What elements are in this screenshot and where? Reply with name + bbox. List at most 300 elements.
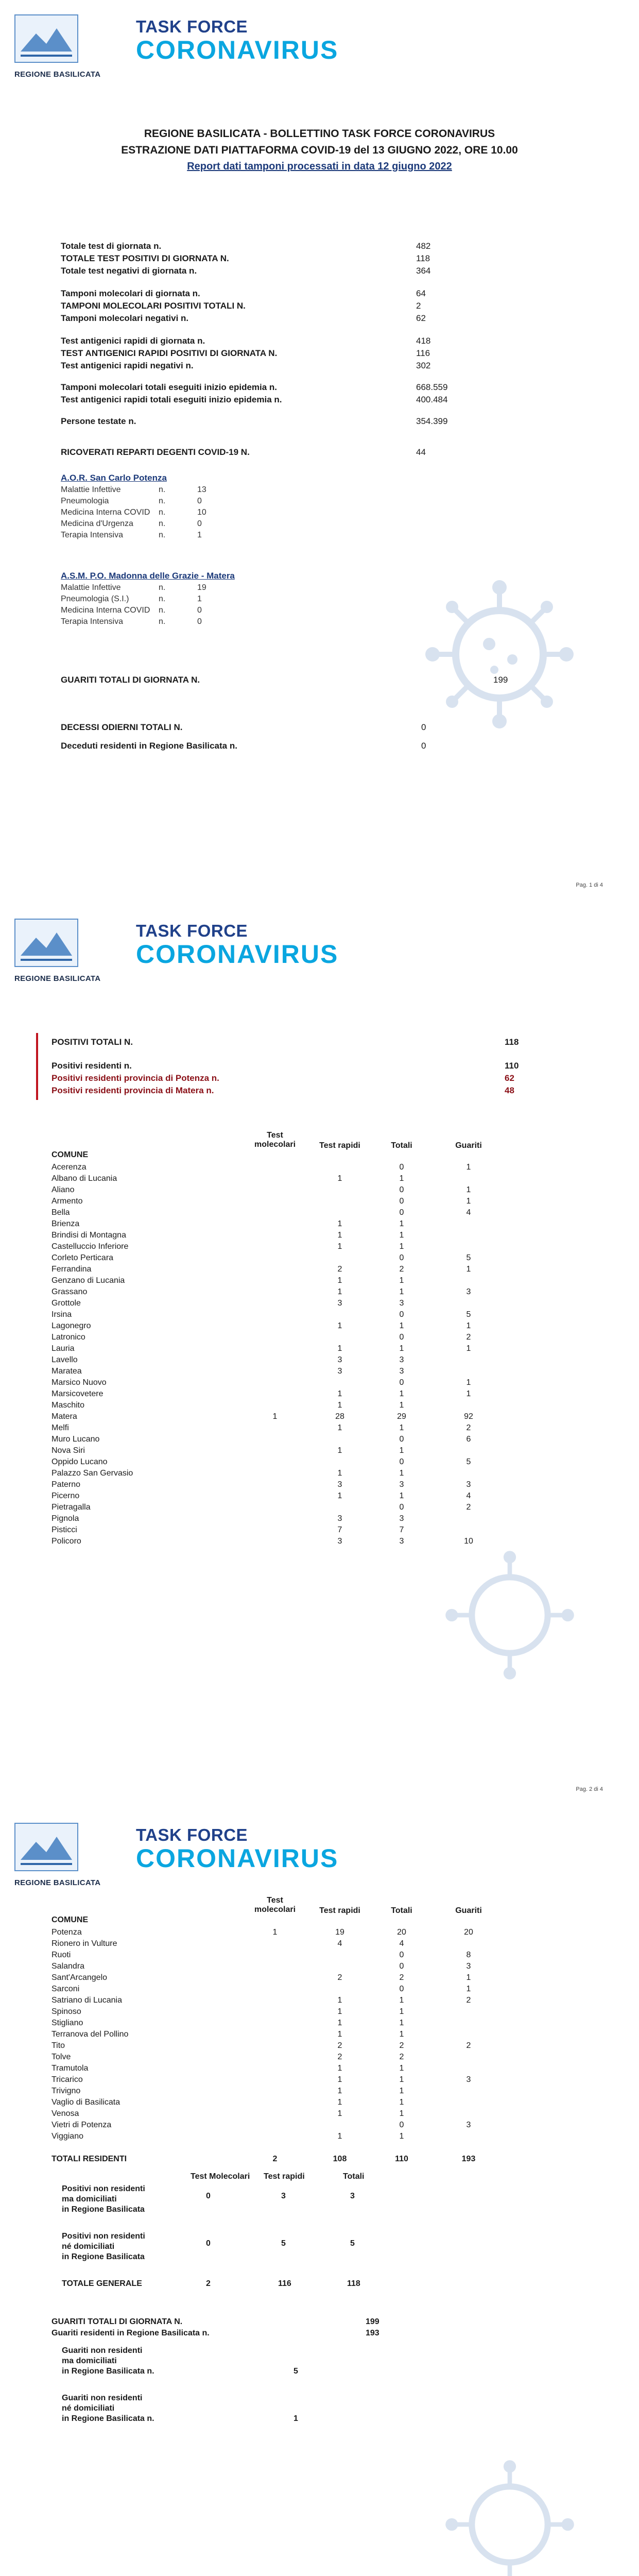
- brand: [136, 922, 338, 968]
- rapid-cell: 1: [337, 1401, 342, 1410]
- total-cell: 0: [399, 1185, 404, 1194]
- comune-cell: Brindisi di Montagna: [51, 1231, 126, 1240]
- rapid-cell: 1: [337, 1174, 342, 1183]
- comune-cell: Vietri di Potenza: [51, 2121, 112, 2129]
- recovered-cell: 1: [466, 1344, 471, 1353]
- grand-total-molecular: 2: [206, 2279, 211, 2288]
- stat-value: 44: [416, 447, 426, 457]
- nonres1-rapid: 3: [281, 2192, 286, 2200]
- table-row: [51, 1939, 566, 1951]
- total-cell: 2: [399, 1973, 404, 1982]
- table-row: [51, 1446, 566, 1458]
- total-cell: 3: [399, 1537, 404, 1546]
- page-1: [0, 0, 639, 904]
- table-row: [51, 1973, 566, 1985]
- region-emblem-icon: [15, 1824, 77, 1870]
- recovered-total-row: [51, 2317, 566, 2329]
- total-cell: 1: [399, 2019, 404, 2027]
- ward-row: [61, 531, 202, 540]
- total-cell: 2: [399, 1265, 404, 1274]
- rapid-cell: 1: [337, 1276, 342, 1285]
- stat-value: 302: [416, 361, 431, 370]
- header-recovered: Guariti: [455, 1141, 482, 1150]
- rapid-cell: 1: [337, 2007, 342, 2016]
- recovered-nonres-domiciled-row: [51, 2346, 566, 2382]
- nonres2-total: 5: [350, 2239, 355, 2248]
- page-3: [0, 1808, 639, 2576]
- ward-value: 10: [197, 508, 206, 517]
- comune-cell: Pisticci: [51, 1526, 77, 1534]
- ward-name: Pneumologia: [61, 497, 109, 505]
- comune-cell: Ferrandina: [51, 1265, 92, 1274]
- hospital-2-title: A.S.M. P.O. Madonna delle Grazie - Matera: [61, 571, 235, 581]
- table-row: [51, 1344, 566, 1355]
- stat-value: 354.399: [416, 416, 448, 426]
- comune-cell: Pietragalla: [51, 1503, 91, 1512]
- deaths-res-value: 0: [421, 741, 426, 751]
- ward-name: Medicina d'Urgenza: [61, 519, 133, 528]
- table-row: [51, 1469, 566, 1480]
- bulletin-title: REGIONE BASILICATA - BOLLETTINO TASK FORCE CORONAVIRUS: [144, 128, 495, 140]
- stat-label: Tamponi molecolari di giornata n.: [61, 289, 200, 298]
- table-row: [51, 1480, 566, 1492]
- summary-value: 110: [505, 1061, 519, 1071]
- table-row: [51, 1378, 566, 1389]
- rec4-value: 1: [293, 2414, 298, 2423]
- rapid-cell: 1: [337, 1321, 342, 1330]
- nonres2-line3: in Regione Basilicata: [62, 2252, 145, 2261]
- header: [14, 919, 375, 991]
- recovered-cell: 3: [466, 1962, 471, 1971]
- region-name: REGIONE BASILICATA: [14, 974, 101, 983]
- table-row: [51, 1526, 566, 1537]
- recovered-cell: 2: [466, 1503, 471, 1512]
- stat-label: Tamponi molecolari negativi n.: [61, 313, 189, 323]
- rapid-cell: 1: [337, 1469, 342, 1478]
- comune-cell: Albano di Lucania: [51, 1174, 117, 1183]
- ward-name: Pneumologia (S.I.): [61, 595, 129, 603]
- summary-row: [51, 1086, 566, 1096]
- total-cell: 1: [399, 1401, 404, 1410]
- region-name: REGIONE BASILICATA: [14, 1878, 101, 1887]
- nonres1-line1: Positivi non residenti: [62, 2184, 145, 2193]
- table-row: [51, 1163, 566, 1174]
- table-row: [51, 2098, 566, 2109]
- rapid-cell: 1: [337, 1242, 342, 1251]
- rapid-cell: 1: [337, 2098, 342, 2107]
- rapid-cell: 19: [335, 1928, 344, 1937]
- rec3-line1: Guariti non residenti: [62, 2346, 143, 2355]
- recovered-cell: 8: [466, 1951, 471, 1959]
- comune-cell: Pignola: [51, 1514, 79, 1523]
- total-cell: 1: [399, 2087, 404, 2095]
- recovered-label: GUARITI TOTALI DI GIORNATA N.: [61, 675, 200, 685]
- header-molecular: Test molecolari: [254, 1131, 296, 1149]
- rec4-line2: né domiciliati: [62, 2404, 115, 2413]
- recovered-cell: 1: [466, 1973, 471, 1982]
- table-row: [51, 1503, 566, 1514]
- comune-cell: Irsina: [51, 1310, 72, 1319]
- total-cell: 1: [399, 1174, 404, 1183]
- ward-value: 0: [197, 519, 202, 528]
- nonres2-line2: né domiciliati: [62, 2242, 115, 2251]
- total-cell: 1: [399, 1492, 404, 1500]
- recovered-cell: 2: [466, 1996, 471, 2005]
- comune-cell: Lauria: [51, 1344, 75, 1353]
- ward-row: [61, 583, 206, 592]
- total-cell: 1: [399, 1276, 404, 1285]
- comune-cell: Genzano di Lucania: [51, 1276, 125, 1285]
- header: [14, 1823, 375, 1895]
- table-row: [51, 1242, 566, 1253]
- rapid-cell: 3: [337, 1367, 342, 1376]
- rapid-cell: 1: [337, 1389, 342, 1398]
- summary-value: 62: [505, 1073, 514, 1083]
- recovered-cell: 1: [466, 1265, 471, 1274]
- ward-value: 13: [197, 485, 206, 494]
- comune-cell: Terranova del Pollino: [51, 2030, 129, 2039]
- recovered-cell: 5: [466, 1310, 471, 1319]
- recovered-cell: 1: [466, 1321, 471, 1330]
- ward-n: n.: [159, 497, 166, 505]
- recovered-cell: 1: [466, 1163, 471, 1172]
- rapid-cell: 3: [337, 1537, 342, 1546]
- summary-value: 118: [505, 1037, 519, 1047]
- total-cell: 1: [399, 2007, 404, 2016]
- stat-label: Test antigenici rapidi di giornata n.: [61, 336, 205, 346]
- table-row: [51, 1208, 566, 1219]
- summary-row: [51, 1061, 566, 1071]
- recovered-cell: 5: [466, 1253, 471, 1262]
- ward-value: 1: [197, 531, 202, 539]
- ward-n: n.: [159, 508, 166, 517]
- rapid-cell: 1: [337, 1492, 342, 1500]
- sub-header-total: Totali: [343, 2172, 365, 2181]
- rec4-line1: Guariti non residenti: [62, 2394, 143, 2402]
- comune-cell: Paterno: [51, 1480, 81, 1489]
- stat-value: 482: [416, 241, 431, 251]
- stat-label: Test antigenici rapidi totali eseguiti inizio epidemia n.: [61, 395, 282, 404]
- nonres-domiciled-row: [51, 2184, 566, 2221]
- ward-value: 19: [197, 583, 206, 592]
- recovered-cell: 4: [466, 1208, 471, 1217]
- rapid-cell: 1: [337, 1423, 342, 1432]
- recovered-cell: 2: [466, 1423, 471, 1432]
- table-row: [51, 1412, 566, 1423]
- table-row: [51, 1253, 566, 1265]
- summary-label: POSITIVI TOTALI N.: [51, 1037, 133, 1047]
- rapid-cell: 3: [337, 1355, 342, 1364]
- table-header: [51, 1896, 566, 1927]
- comune-cell: Melfi: [51, 1423, 69, 1432]
- recovered-cell: 20: [464, 1928, 473, 1937]
- region-logo: [14, 1823, 78, 1871]
- comune-cell: Maschito: [51, 1401, 85, 1410]
- deaths-value: 0: [421, 722, 426, 732]
- table-row: [51, 1174, 566, 1185]
- page-2: [0, 904, 639, 1808]
- total-cell: 2: [399, 2041, 404, 2050]
- molecular-cell: 1: [272, 1412, 278, 1421]
- table-row: [51, 1951, 566, 1962]
- recovered-cell: 3: [466, 2075, 471, 2084]
- recovered-cell: 3: [466, 1287, 471, 1296]
- table-row: [51, 1333, 566, 1344]
- rapid-cell: 4: [337, 1939, 342, 1948]
- table-row: [51, 1321, 566, 1333]
- comune-cell: Rionero in Vulture: [51, 1939, 117, 1948]
- comune-cell: Castelluccio Inferiore: [51, 1242, 129, 1251]
- recovered-cell: 92: [464, 1412, 473, 1421]
- table-row: [51, 1299, 566, 1310]
- sub-header-molecular: Test Molecolari: [191, 2172, 250, 2181]
- brand: [136, 18, 338, 64]
- table-row: [51, 2109, 566, 2121]
- table-row: [51, 2064, 566, 2075]
- summary-label: Positivi residenti provincia di Potenza n.: [51, 1073, 219, 1083]
- comune-cell: Stigliano: [51, 2019, 83, 2027]
- stat-label: TAMPONI MOLECOLARI POSITIVI TOTALI N.: [61, 301, 246, 311]
- comune-cell: Grottole: [51, 1299, 81, 1308]
- table-row: [51, 1458, 566, 1469]
- header-comune: COMUNE: [51, 1916, 89, 1924]
- rapid-cell: 7: [337, 1526, 342, 1534]
- ward-row: [61, 519, 202, 529]
- region-logo: [14, 919, 78, 967]
- comune-cell: Grassano: [51, 1287, 88, 1296]
- table-row: [51, 1985, 566, 1996]
- summary-row: [51, 1073, 566, 1083]
- report-title: Report dati tamponi processati in data 12 giugno 2022: [187, 161, 452, 172]
- total-cell: 1: [399, 1242, 404, 1251]
- table-row: [51, 2121, 566, 2132]
- recovered-cell: 1: [466, 1185, 471, 1194]
- ward-value: 0: [197, 497, 202, 505]
- totals-row: [51, 2155, 566, 2166]
- rec3-value: 5: [293, 2367, 298, 2376]
- sub-header: [51, 2172, 566, 2183]
- total-cell: 0: [399, 1985, 404, 1993]
- comune-cell: Brienza: [51, 1219, 80, 1228]
- region-logo: [14, 14, 78, 63]
- header-comune: COMUNE: [51, 1150, 89, 1159]
- nonres1-total: 3: [350, 2192, 355, 2200]
- total-cell: 0: [399, 1378, 404, 1387]
- table-row: [51, 1537, 566, 1548]
- stat-label: Totale test di giornata n.: [61, 241, 162, 251]
- total-cell: 3: [399, 1367, 404, 1376]
- comune-cell: Potenza: [51, 1928, 82, 1937]
- stat-label: Tamponi molecolari totali eseguiti inizio epidemia n.: [61, 382, 278, 392]
- total-cell: 0: [399, 2121, 404, 2129]
- rec2-label: Guariti residenti in Regione Basilicata n.: [51, 2329, 210, 2337]
- brand-top: TASK FORCE: [136, 17, 248, 36]
- table-row: [51, 1265, 566, 1276]
- comune-cell: Sant'Arcangelo: [51, 1973, 108, 1982]
- comune-cell: Palazzo San Gervasio: [51, 1469, 133, 1478]
- rapid-cell: 1: [337, 2030, 342, 2039]
- total-cell: 29: [397, 1412, 406, 1421]
- molecular-cell: 1: [272, 1928, 278, 1937]
- stat-value: 62: [416, 313, 426, 323]
- nonres2-molecular: 0: [206, 2239, 211, 2248]
- total-cell: 0: [399, 1435, 404, 1444]
- comune-cell: Tolve: [51, 2053, 71, 2061]
- total-cell: 7: [399, 1526, 404, 1534]
- total-cell: 1: [399, 1423, 404, 1432]
- totals-molecular: 2: [272, 2155, 278, 2163]
- comune-cell: Oppido Lucano: [51, 1458, 108, 1466]
- table-row: [51, 1276, 566, 1287]
- ward-name: Terapia Intensiva: [61, 531, 123, 539]
- ward-n: n.: [159, 583, 166, 592]
- comune-cell: Corleto Perticara: [51, 1253, 114, 1262]
- ward-row: [61, 485, 206, 495]
- stat-value: 118: [416, 253, 430, 263]
- brand-top: TASK FORCE: [136, 921, 248, 940]
- total-cell: 1: [399, 1446, 404, 1455]
- table-row: [51, 1310, 566, 1321]
- comune-cell: Tricarico: [51, 2075, 83, 2084]
- stat-label: Test antigenici rapidi negativi n.: [61, 361, 194, 370]
- comune-cell: Marsico Nuovo: [51, 1378, 107, 1387]
- comune-cell: Acerenza: [51, 1163, 87, 1172]
- comune-cell: Maratea: [51, 1367, 82, 1376]
- ward-n: n.: [159, 485, 166, 494]
- rec1-label: GUARITI TOTALI DI GIORNATA N.: [51, 2317, 183, 2326]
- total-cell: 3: [399, 1355, 404, 1364]
- header-total: Totali: [391, 1141, 412, 1150]
- recovered-cell: 10: [464, 1537, 473, 1546]
- comune-cell: Marsicovetere: [51, 1389, 103, 1398]
- totals-label: TOTALI RESIDENTI: [51, 2155, 127, 2163]
- rapid-cell: 1: [337, 1231, 342, 1240]
- region-emblem-icon: [15, 15, 77, 62]
- rapid-cell: 1: [337, 2132, 342, 2141]
- table-row: [51, 1367, 566, 1378]
- nonres-not-domiciled-row: [51, 2232, 566, 2268]
- rapid-cell: 3: [337, 1299, 342, 1308]
- comune-cell: Aliano: [51, 1185, 75, 1194]
- total-cell: 1: [399, 1469, 404, 1478]
- rec3-line3: in Regione Basilicata n.: [62, 2367, 154, 2376]
- table-row: [51, 1401, 566, 1412]
- recovered-cell: 3: [466, 1480, 471, 1489]
- nonres1-molecular: 0: [206, 2192, 211, 2200]
- ward-name: Malattie Infettive: [61, 583, 121, 592]
- ward-row: [61, 617, 202, 626]
- total-cell: 1: [399, 1231, 404, 1240]
- table-row: [51, 2041, 566, 2053]
- ward-name: Medicina Interna COVID: [61, 606, 150, 615]
- header-recovered: Guariti: [455, 1906, 482, 1915]
- rapid-cell: 1: [337, 2109, 342, 2118]
- total-cell: 0: [399, 1951, 404, 1959]
- comune-cell: Lavello: [51, 1355, 78, 1364]
- total-cell: 3: [399, 1299, 404, 1308]
- rec3-line2: ma domiciliati: [62, 2357, 117, 2365]
- total-cell: 0: [399, 1310, 404, 1319]
- rapid-cell: 1: [337, 1287, 342, 1296]
- recovered-cell: 3: [466, 2121, 471, 2129]
- total-cell: 1: [399, 1996, 404, 2005]
- table-row: [51, 1355, 566, 1367]
- rapid-cell: 3: [337, 1480, 342, 1489]
- nonres1-line3: in Regione Basilicata: [62, 2205, 145, 2214]
- table-row: [51, 2019, 566, 2030]
- sub-header-rapid: Test rapidi: [264, 2172, 305, 2181]
- table-row: [51, 1435, 566, 1446]
- brand: [136, 1826, 338, 1872]
- virus-watermark-icon: [443, 2458, 577, 2576]
- comune-cell: Venosa: [51, 2109, 79, 2118]
- header-molecular: Test molecolari: [254, 1896, 296, 1914]
- rapid-cell: 1: [337, 2087, 342, 2095]
- ward-n: n.: [159, 531, 166, 539]
- brand-bottom: CORONAVIRUS: [136, 36, 339, 64]
- recovered-cell: 1: [466, 1197, 471, 1206]
- total-cell: 1: [399, 2075, 404, 2084]
- recovered-cell: 2: [466, 2041, 471, 2050]
- rapid-cell: 2: [337, 2041, 342, 2050]
- ward-row: [61, 508, 206, 517]
- total-cell: 1: [399, 2132, 404, 2141]
- comune-cell: Muro Lucano: [51, 1435, 100, 1444]
- rapid-cell: 1: [337, 2064, 342, 2073]
- total-cell: 1: [399, 1219, 404, 1228]
- totals-rapid: 108: [333, 2155, 347, 2163]
- recovered-cell: 2: [466, 1333, 471, 1342]
- extraction-title: ESTRAZIONE DATI PIATTAFORMA COVID-19 del 13 GIUGNO 2022, ORE 10.00: [121, 144, 518, 156]
- totals-recovered: 193: [461, 2155, 476, 2163]
- comune-cell: Viggiano: [51, 2132, 83, 2141]
- rapid-cell: 1: [337, 1446, 342, 1455]
- recovered-residents-row: [51, 2329, 566, 2340]
- comune-cell: Ruoti: [51, 1951, 71, 1959]
- comune-cell: Policoro: [51, 1537, 81, 1546]
- table-row: [51, 1197, 566, 1208]
- total-cell: 2: [399, 2053, 404, 2061]
- table-row: [51, 1492, 566, 1503]
- rapid-cell: 1: [337, 1344, 342, 1353]
- brand-bottom: CORONAVIRUS: [136, 1844, 339, 1873]
- table-row: [51, 1996, 566, 2007]
- recovered-cell: 1: [466, 1985, 471, 1993]
- ward-value: 0: [197, 606, 202, 615]
- stat-label: TEST ANTIGENICI RAPIDI POSITIVI DI GIORNATA N.: [61, 348, 278, 358]
- ward-n: n.: [159, 617, 166, 626]
- table-row: [51, 1389, 566, 1401]
- region-emblem-icon: [15, 920, 77, 966]
- comune-cell: Tramutola: [51, 2064, 89, 2073]
- stat-label: Persone testate n.: [61, 416, 136, 426]
- rapid-cell: 2: [337, 1265, 342, 1274]
- table-row: [51, 1962, 566, 1973]
- rapid-cell: 28: [335, 1412, 344, 1421]
- total-cell: 1: [399, 2109, 404, 2118]
- recovered-cell: 4: [466, 1492, 471, 1500]
- table-row: [51, 2007, 566, 2019]
- comune-cell: Armento: [51, 1197, 83, 1206]
- comune-cell: Bella: [51, 1208, 70, 1217]
- total-cell: 1: [399, 1344, 404, 1353]
- rapid-cell: 1: [337, 1996, 342, 2005]
- ward-name: Medicina Interna COVID: [61, 508, 150, 517]
- grand-total-row: [51, 2279, 566, 2291]
- rapid-cell: 1: [337, 2019, 342, 2027]
- total-cell: 0: [399, 1503, 404, 1512]
- stat-value: 64: [416, 289, 426, 298]
